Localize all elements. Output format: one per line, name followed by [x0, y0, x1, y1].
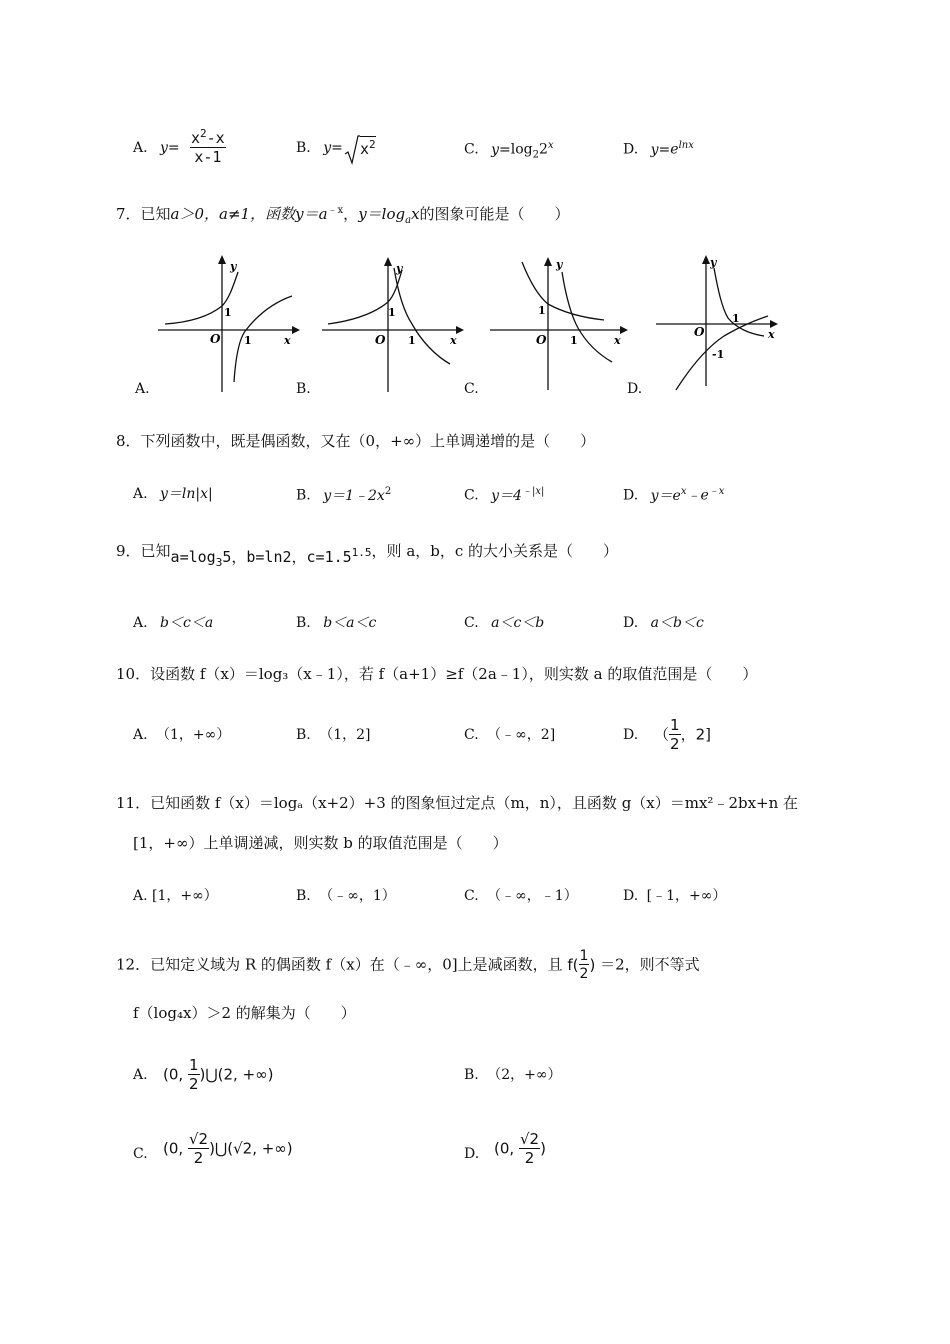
- option-label: D.: [623, 487, 639, 504]
- option-text: （﹣∞，﹣1）: [487, 888, 578, 904]
- y-axis-label: y: [556, 258, 563, 271]
- option-label: C.: [464, 487, 479, 504]
- origin-label: O: [536, 333, 547, 347]
- denominator: 2: [188, 1075, 199, 1093]
- q9-option-c[interactable]: [464, 616, 544, 630]
- y-intercept-label: 1: [224, 306, 232, 319]
- option-label: A.: [133, 486, 148, 502]
- option-text: ): [540, 1139, 546, 1158]
- option-exp: ﹣x: [708, 486, 725, 497]
- option-exp: ﹣|x|: [521, 486, 545, 497]
- q7-graph-a[interactable]: [150, 252, 300, 397]
- option-label: A.: [133, 1067, 148, 1083]
- x-axis-label: x: [614, 334, 621, 347]
- graph-a-label: A.: [135, 381, 150, 397]
- y-axis-label: y: [396, 262, 403, 275]
- radicand-exp: 2: [369, 138, 376, 151]
- numerator: 1: [579, 948, 589, 964]
- q12-f-expr: [567, 948, 596, 982]
- option-text: )⋃(2, +∞): [199, 1065, 274, 1084]
- x-intercept-label: 1: [570, 334, 578, 347]
- graph-c-label: C.: [464, 381, 479, 397]
- q6b-radicand: [360, 136, 376, 157]
- origin-label: O: [375, 333, 386, 347]
- option-label: D.: [623, 141, 639, 158]
- q10-option-d-expr[interactable]: [654, 718, 711, 752]
- x-axis-label: x: [450, 334, 457, 347]
- denominator: 2: [193, 1149, 204, 1167]
- f-text: ): [589, 955, 596, 974]
- option-label: B.: [296, 615, 311, 631]
- numerator-base: x: [191, 129, 201, 147]
- option-text: y＝e: [650, 487, 681, 504]
- option-text: ﹣e: [686, 487, 709, 504]
- option-text: [1，+∞）: [152, 888, 218, 904]
- q9-option-b[interactable]: [296, 616, 376, 630]
- y-axis-label: y: [710, 256, 717, 269]
- stem-text: 12．已知定义域为 R 的偶函数 f（x）在（﹣∞，0]上是减函数，且: [116, 955, 563, 974]
- y-intercept-label: 1: [388, 306, 396, 319]
- option-label: B.: [296, 727, 311, 743]
- q11-option-b[interactable]: [296, 889, 396, 903]
- option-label: A.: [133, 615, 148, 631]
- exp-power: lnx: [678, 140, 694, 151]
- q12-stem-line2: f（log₄x）＞2 的解集为（ ）: [133, 1004, 356, 1022]
- formula-text: y=: [160, 140, 180, 156]
- option-text: （﹣∞，2]: [487, 727, 556, 743]
- q8-stem: 8．下列函数中，既是偶函数，又在（0，+∞）上单调递增的是（ ）: [116, 432, 596, 450]
- q10-option-b[interactable]: [296, 728, 370, 742]
- f-text: f(: [567, 955, 579, 974]
- numerator-exp: 2: [200, 127, 207, 140]
- option-exp: x: [680, 486, 687, 497]
- denominator: x-1: [194, 148, 222, 166]
- option-label: C.: [464, 615, 479, 631]
- option-text: y＝1﹣2x: [323, 487, 385, 504]
- option-text: （1，2]: [319, 727, 371, 743]
- formula-text: y=: [323, 140, 343, 156]
- q11-stem-line2: [1，+∞）上单调递减，则实数 b 的取值范围是（ ）: [133, 834, 508, 852]
- option-text: , +∞): [252, 1139, 293, 1158]
- q11-option-a[interactable]: [133, 889, 218, 903]
- x-intercept-label: 1: [732, 312, 740, 325]
- denominator: 2: [579, 966, 589, 982]
- power-exp: 1.5: [351, 546, 372, 559]
- option-text: （﹣∞，1）: [319, 888, 396, 904]
- stem-text: ，: [343, 205, 359, 223]
- expr-text: 5，b=ln2，c=1.5: [222, 548, 352, 566]
- expr-text: a=log: [170, 548, 216, 566]
- stem-text: 7．已知: [116, 205, 171, 223]
- q11-option-d[interactable]: [623, 889, 726, 903]
- q12-option-b[interactable]: [464, 1068, 562, 1082]
- q12-option-d[interactable]: [494, 1132, 546, 1166]
- option-text: y＝ln|x|: [160, 486, 213, 502]
- sqrt-icon: [344, 134, 360, 166]
- q12-option-d-label: [464, 1147, 479, 1161]
- option-text: (0,: [163, 1065, 184, 1084]
- stem-text: ，则 a，b，c 的大小关系是（ ）: [371, 542, 619, 560]
- numerator: √2: [188, 1130, 209, 1148]
- option-text: y＝4: [491, 487, 522, 504]
- q8-option-d[interactable]: [623, 487, 724, 503]
- option-label: A.: [133, 888, 148, 904]
- q12-option-c[interactable]: [163, 1132, 293, 1166]
- option-label: D.: [623, 727, 639, 743]
- q6-option-b[interactable]: [296, 141, 343, 155]
- option-label: D.: [623, 888, 639, 904]
- option-label: D.: [464, 1146, 480, 1162]
- option-text: (0,: [494, 1139, 515, 1158]
- q6-option-c[interactable]: [464, 141, 554, 160]
- q11-stem-line1: 11．已知函数 f（x）＝logₐ（x+2）+3 的图象恒过定点（m，n），且函数 g（x）＝mx²﹣2bx+n 在: [116, 794, 799, 812]
- q9-option-a[interactable]: [133, 616, 213, 630]
- option-text: (0,: [163, 1139, 184, 1158]
- option-text: b＜a＜c: [323, 615, 377, 631]
- log-base: 3: [215, 556, 223, 569]
- stem-text: a≠1，函数: [219, 205, 296, 223]
- log-base: 2: [532, 149, 540, 161]
- option-exp: 2: [384, 486, 392, 497]
- origin-label: O: [694, 325, 705, 339]
- q12-option-a[interactable]: [163, 1058, 274, 1092]
- option-label: B.: [464, 1067, 479, 1083]
- formula-text: y=: [491, 141, 511, 158]
- x-intercept-label: 1: [244, 334, 252, 347]
- stem-formula: y＝a: [295, 205, 328, 223]
- stem-exp: ﹣x: [327, 205, 344, 216]
- stem-text: ＝2，则不等式: [600, 955, 700, 974]
- x-axis-label: x: [284, 334, 291, 347]
- graph-d-label: D.: [627, 381, 643, 397]
- numerator-tail: -x: [206, 129, 225, 147]
- option-label: C.: [464, 888, 479, 904]
- denominator: 2: [670, 735, 680, 753]
- option-label: B.: [296, 487, 311, 504]
- radical: √2: [233, 1139, 253, 1158]
- numerator: 1: [670, 716, 680, 734]
- option-label: A.: [133, 140, 148, 156]
- option-label: B.: [296, 140, 311, 156]
- q7-graph-b[interactable]: [318, 252, 468, 397]
- y-axis-label: y: [230, 260, 237, 273]
- stem-text: 的图象可能是（ ）: [419, 205, 570, 223]
- q7-stem: [116, 206, 570, 226]
- q10-option-c[interactable]: [464, 728, 555, 742]
- option-text: a＜b＜c: [650, 615, 704, 631]
- option-label: B.: [296, 888, 311, 904]
- option-label: A.: [133, 727, 148, 743]
- stem-formula: y＝log: [358, 205, 406, 223]
- option-text: a＜c＜b: [491, 615, 545, 631]
- log-arg-exp: x: [547, 140, 554, 151]
- q8-option-a[interactable]: [133, 487, 213, 501]
- q7-graph-d[interactable]: [654, 250, 784, 395]
- origin-label: O: [210, 332, 221, 346]
- q11-option-c[interactable]: [464, 889, 578, 903]
- q6-option-d[interactable]: [623, 141, 694, 157]
- option-label: C.: [464, 141, 479, 158]
- q12-option-a-label: [133, 1068, 148, 1082]
- q8-option-b[interactable]: [296, 487, 391, 503]
- q6-option-a[interactable]: [133, 141, 180, 155]
- stem-text: a＞0，: [170, 205, 220, 223]
- graph-b-label: B.: [296, 381, 311, 397]
- q9-stem: [116, 541, 619, 569]
- q7-graph-c[interactable]: [486, 252, 636, 397]
- x-axis-label: x: [768, 328, 775, 341]
- option-text: )⋃(: [209, 1139, 234, 1158]
- log-text: log: [510, 141, 533, 158]
- option-label: C.: [464, 727, 479, 743]
- q10-option-a[interactable]: [133, 728, 230, 742]
- stem-text: 9．已知: [116, 542, 171, 560]
- exp-base: e: [670, 141, 679, 158]
- option-text: （2，+∞）: [487, 1067, 562, 1083]
- stem-formula: x: [411, 205, 420, 223]
- q9-expression: [170, 546, 372, 569]
- formula-text: y=: [650, 141, 671, 158]
- y-intercept-label: -1: [712, 348, 725, 361]
- numerator: √2: [519, 1130, 540, 1148]
- option-text: （: [654, 725, 670, 744]
- q10-stem: 10．设函数 f（x）＝log₃（x﹣1），若 f（a+1）≥f（2a﹣1），则实数 a 的取值范围是（ ）: [116, 665, 758, 683]
- option-label: D.: [623, 615, 639, 631]
- q8-option-c[interactable]: [464, 487, 544, 503]
- option-text: ，2]: [680, 725, 711, 744]
- q12-stem-line1: [116, 949, 700, 981]
- option-text: [﹣1，+∞）: [646, 888, 727, 904]
- option-text: b＜c＜a: [160, 615, 214, 631]
- q10-option-d: [623, 728, 638, 742]
- x-intercept-label: 1: [408, 334, 416, 347]
- option-text: （1，+∞）: [156, 727, 231, 743]
- stem-sub: a: [405, 215, 412, 226]
- log-arg: 2: [539, 141, 548, 158]
- q6a-fraction: [190, 128, 226, 165]
- numerator: 1: [188, 1056, 199, 1074]
- radicand: x: [360, 140, 370, 158]
- option-label: C.: [133, 1146, 148, 1162]
- y-intercept-label: 1: [538, 304, 546, 317]
- q9-option-d[interactable]: [623, 616, 704, 630]
- denominator: 2: [524, 1149, 535, 1167]
- q12-option-c-label: [133, 1147, 148, 1161]
